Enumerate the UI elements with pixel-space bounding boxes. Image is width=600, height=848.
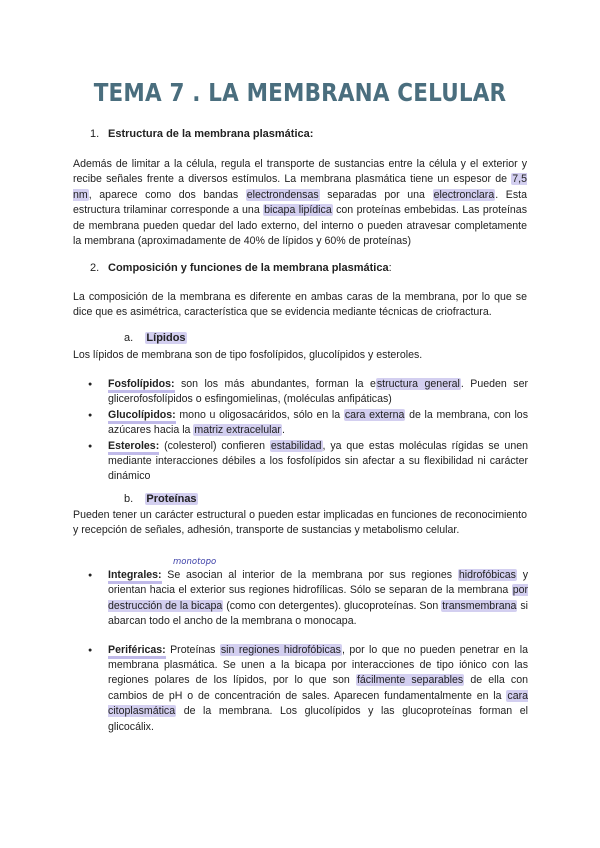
lipidos-intro: Los lípidos de membrana son de tipo fosfolípidos, glucolípidos y esteroles.	[73, 349, 423, 361]
list-item-esteroles: ● Esteroles: (colesterol) confieren estabilidad, ya que estas moléculas rígidas se unen mediante interacciones débiles a los fosfolípidos sin afectar a su flexibilidad ni carácter dinámico	[88, 439, 528, 485]
proteinas-intro: Pueden tener un carácter estructural o pueden estar implicadas en funciones de reconocimiento y recepción de señales, adhesión, transporte de sustancias y metabolismo celular.	[73, 509, 527, 537]
handwritten-annotation: monotopo	[173, 557, 217, 567]
subsection-lipidos-heading: a. Lípidos	[124, 332, 186, 344]
list-item-perifericas: ● Periféricas: Proteínas sin regiones hidrofóbicas, por lo que no pueden penetrar en la membrana plasmática. Se unen a la bicapa por interacciones de tipo iónico con las regiones polares de los lípidos, por lo que son fácilmente separables de ella con cambios de pH o de concentración de sales. Aparecen fundamentalmente en la cara citoplasmática de la membrana. Los glucolípidos y las glucoproteínas forman el glicocálix.	[88, 643, 528, 735]
highlight-thickness: 7,5 nm	[73, 173, 527, 201]
highlight-electrondensas: electrondensas	[246, 188, 319, 201]
page-title: TEMA 7 . LA MEMBRANA CELULAR	[93, 78, 507, 107]
list-item-fosfolipidos: ● Fosfolípidos: son los más abundantes, forman la estructura general. Pueden ser glicerofosfolípidos o esfingomielinas, (moléculas anfipáticas)	[88, 377, 528, 408]
highlight-electronclara: electronclara	[433, 188, 495, 201]
section-2-heading: 2. Composición y funciones de la membrana plasmática:	[90, 262, 392, 274]
list-spacer	[88, 630, 528, 643]
highlight-bicapa: bicapa lipídica	[264, 204, 332, 217]
lipidos-list	[88, 377, 528, 485]
list-item-integrales: ● Integrales: Se asocian al interior de la membrana por sus regiones hidrofóbicas y orientan hacia el exterior sus regiones hidrofílicas. Sólo se separan de la membrana por destrucción de la bicapa (como con detergentes). glucoproteínas. Son transmembrana si abarcan todo el ancho de la membrana o monocapa.	[88, 568, 528, 630]
section-1-heading: 1. Estructura de la membrana plasmática:	[90, 128, 314, 140]
subsection-proteinas-heading: b. Proteínas	[124, 493, 197, 505]
section-2-paragraph: La composición de la membrana es diferente en ambas caras de la membrana, por lo que se dice que es asimétrica, característica que se evidencia mediante técnicas de criofractura.	[73, 291, 527, 319]
section-1-paragraph: Además de limitar a la célula, regula el transporte de sustancias entre la célula y el exterior y recibe señales frente a diversos estímulos. La membrana plasmática tiene un espesor de 7,5 nm, aparece como dos bandas electrondensas separadas por una electronclara. Esta estructura trilaminar corresponde a una bicapa lipídica con proteínas embebidas. Las proteínas de membrana pueden quedar del lado externo, del interno o pueden atravesar completamente la membrana (aproximadamente de 40% de lípidos y 60% de proteínas)	[73, 158, 527, 248]
list-item-glucolipidos: ● Glucolípidos: mono u oligosacáridos, sólo en la cara externa de la membrana, con los azúcares hacia la matriz extracelular.	[88, 408, 528, 439]
proteinas-list	[88, 568, 528, 735]
